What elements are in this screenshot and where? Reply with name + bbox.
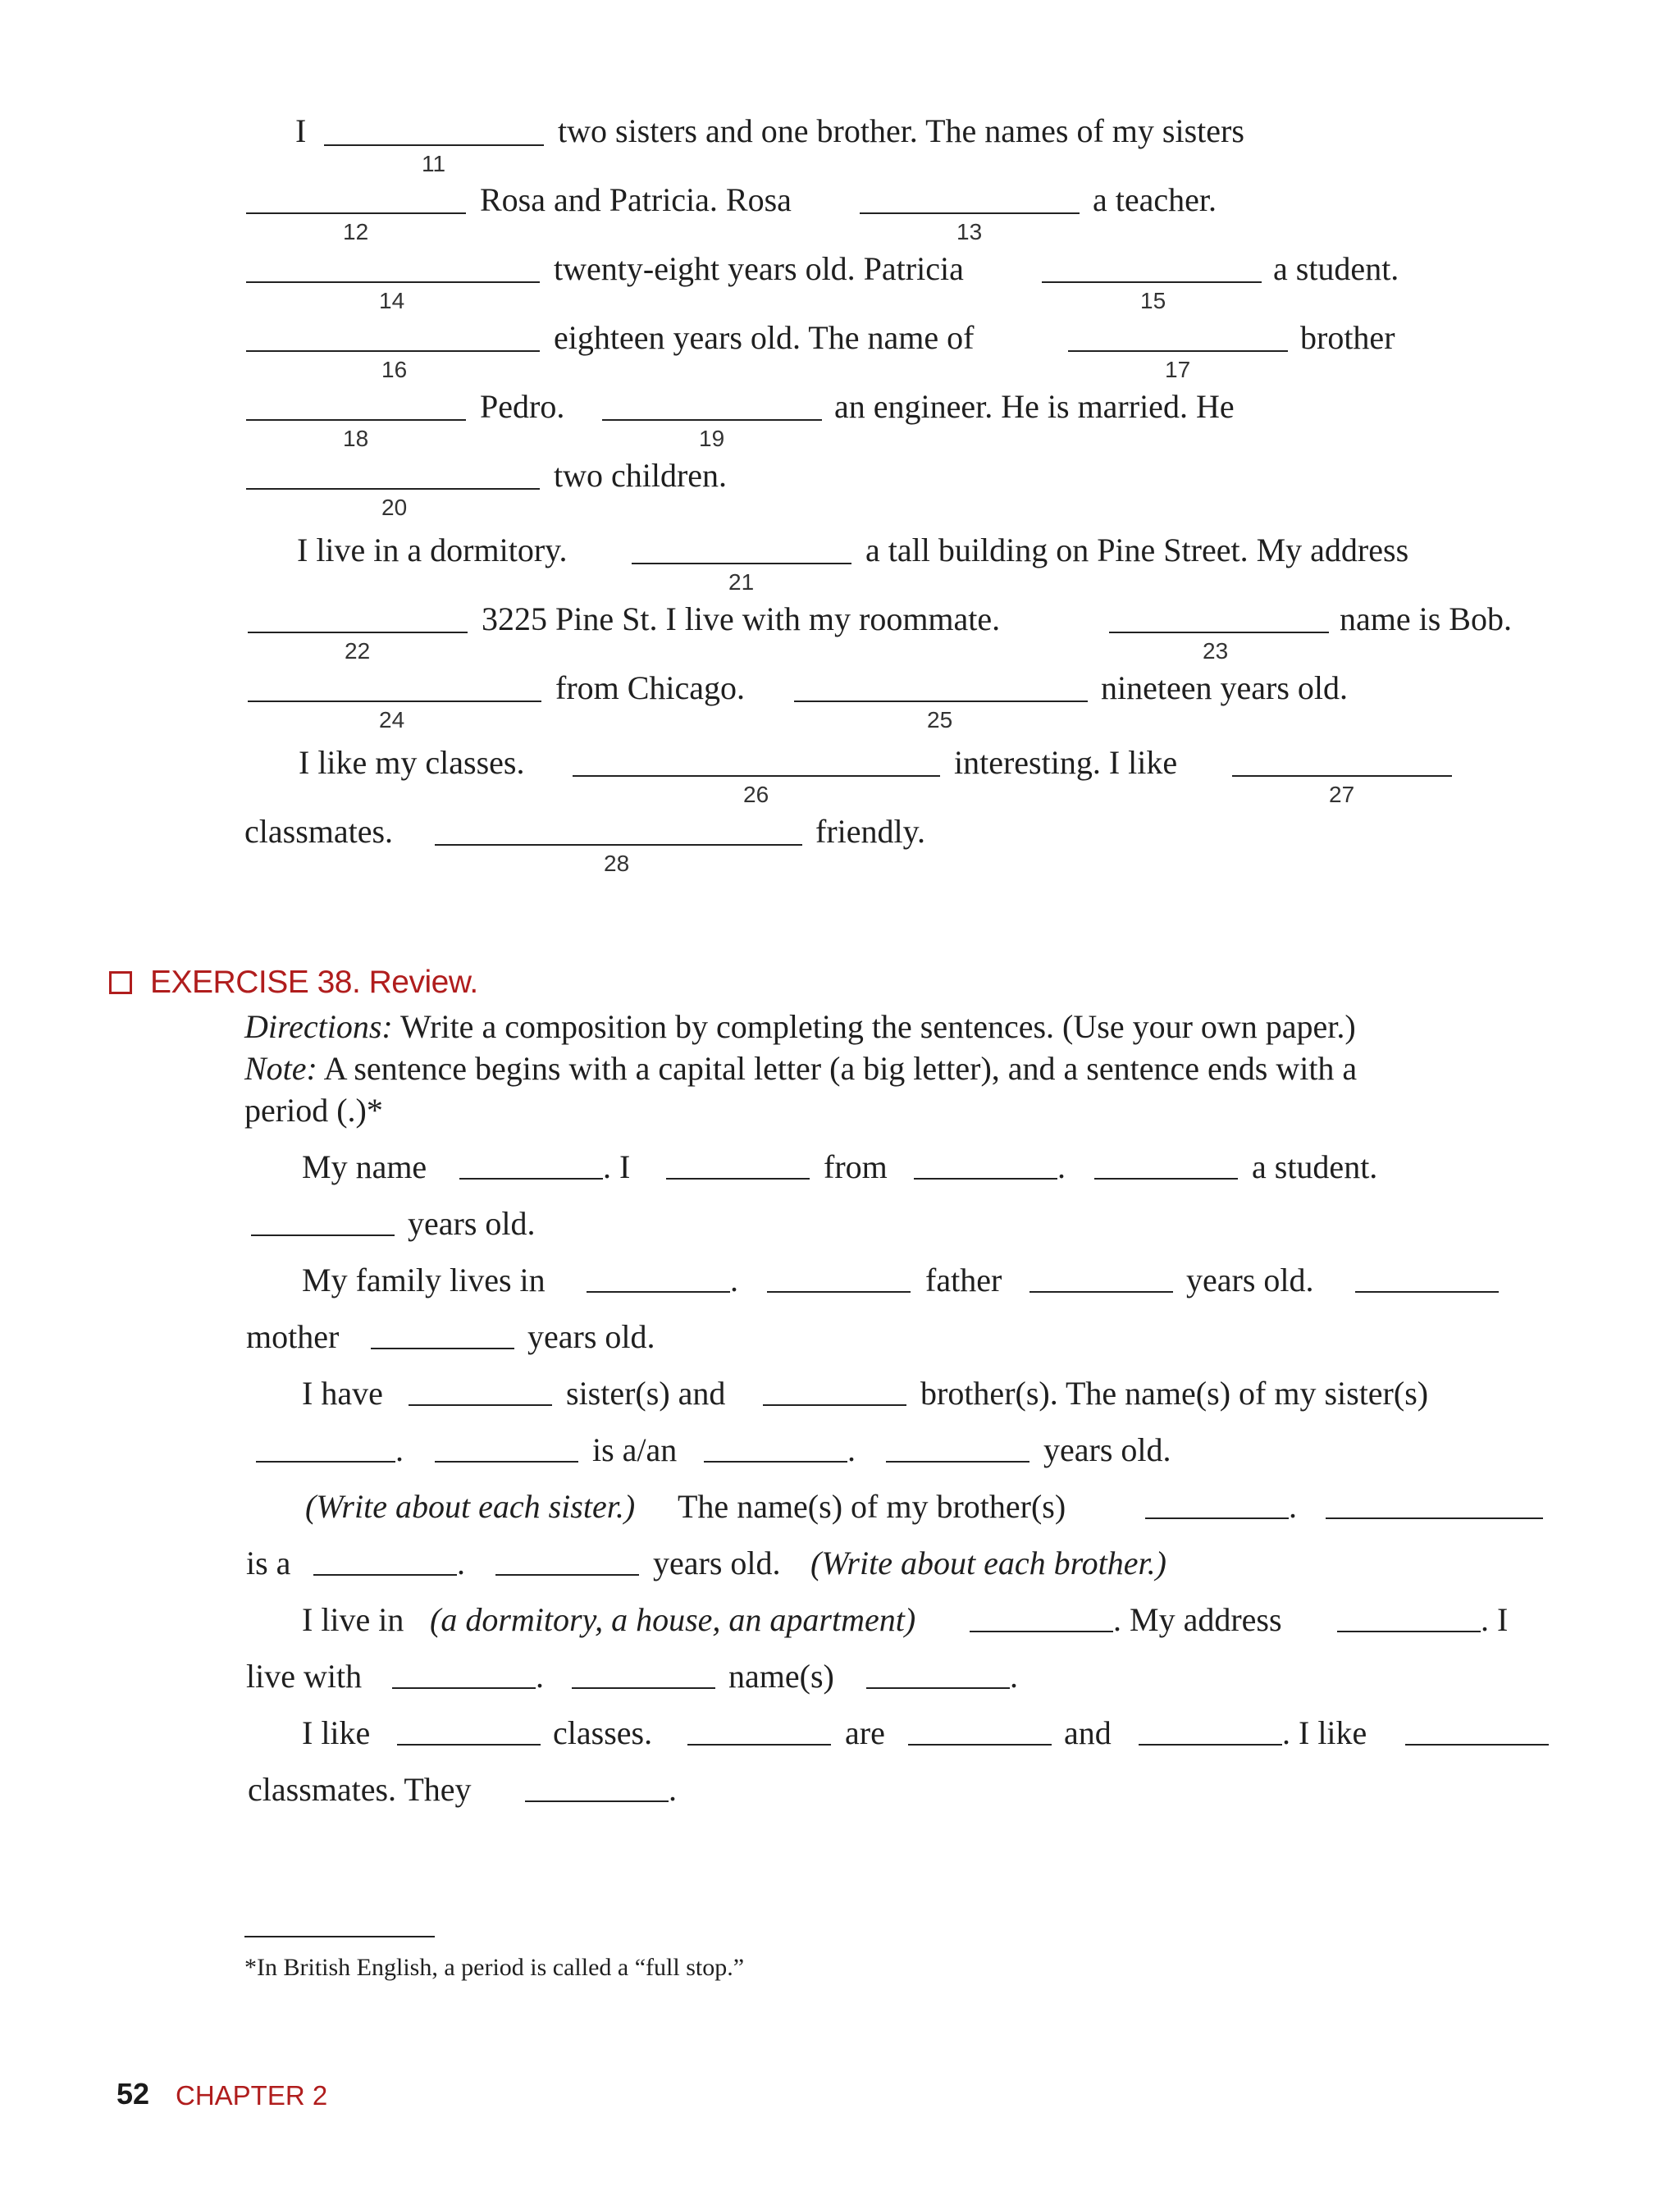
sentence-text: from (824, 1148, 888, 1185)
sentence-text: friendly. (815, 813, 926, 850)
sentence-text: name is Bob. (1340, 600, 1512, 637)
sentence-text: years old. (1186, 1262, 1314, 1298)
blank-number: 11 (422, 151, 446, 176)
chapter-label: CHAPTER 2 (176, 2080, 328, 2111)
blank-number: 12 (343, 219, 369, 244)
blank[interactable] (666, 1178, 810, 1180)
sentence-text: I live in a dormitory. (297, 532, 568, 568)
blank-number: 19 (699, 426, 725, 451)
blank[interactable] (409, 1404, 552, 1406)
blank-16[interactable] (246, 350, 540, 352)
blank-number: 13 (956, 219, 983, 244)
sentence-text: is a/an (592, 1431, 678, 1468)
sentence-text: are (845, 1714, 885, 1751)
blank-25[interactable] (794, 701, 1088, 702)
blank-12[interactable] (246, 212, 466, 214)
blank[interactable] (525, 1800, 669, 1802)
sentence-text: years old. (1043, 1431, 1171, 1468)
blank[interactable] (1326, 1517, 1543, 1519)
sentence-text: eighteen years old. The name of (554, 319, 975, 356)
blank[interactable] (763, 1404, 906, 1406)
sentence-text: nineteen years old. (1101, 669, 1348, 706)
directions-label: Directions: (244, 1008, 393, 1045)
footnote-divider (244, 1936, 435, 1937)
blank[interactable] (1094, 1178, 1238, 1180)
blank-number: 16 (381, 357, 408, 382)
directions (244, 1008, 1356, 1045)
blank-number: 26 (743, 782, 769, 807)
blank-number: 28 (604, 851, 630, 876)
word: I (295, 112, 307, 149)
sentence-text: from Chicago. (555, 669, 746, 706)
sentence-text: 3225 Pine St. I live with my roommate. (482, 600, 1001, 637)
sentence-text: . (1010, 1658, 1018, 1695)
sentence-text: I like (302, 1714, 371, 1751)
blank-20[interactable] (246, 488, 540, 490)
footnote: *In British English, a period is called a “full stop.” (244, 1954, 745, 1981)
blank-14[interactable] (246, 281, 540, 283)
blank-13[interactable] (860, 212, 1080, 214)
blank-17[interactable] (1068, 350, 1288, 352)
sentence-text: twenty-eight years old. Patricia (554, 250, 964, 287)
note-label: Note: (244, 1050, 317, 1087)
sentence-text: Rosa and Patricia. Rosa (480, 181, 792, 218)
note-text: A sentence begins with a capital letter (a big letter), and a sentence ends with a (323, 1050, 1358, 1087)
blank[interactable] (587, 1291, 730, 1293)
blank-number: 22 (345, 638, 371, 664)
sentence-text: . (730, 1262, 738, 1298)
sentence-text: sister(s) and (566, 1375, 726, 1412)
directions-text: Write a composition by completing the sentences. (Use your own paper.) (399, 1008, 1356, 1045)
exercise-title: EXERCISE 38. Review. (150, 965, 478, 1000)
note (244, 1052, 1357, 1085)
blank-number: 27 (1329, 782, 1355, 807)
blank-number: 14 (379, 288, 405, 313)
sentence-text: My family lives in (302, 1262, 546, 1298)
blank-22[interactable] (248, 632, 468, 633)
blank-15[interactable] (1042, 281, 1262, 283)
sentence-text: I like my classes. (299, 744, 525, 781)
blank[interactable] (1337, 1631, 1481, 1632)
blank-number: 24 (379, 707, 405, 732)
sentence-text: . I (1481, 1601, 1509, 1638)
blank[interactable] (371, 1348, 514, 1349)
blank[interactable] (1355, 1291, 1499, 1293)
blank-number: 20 (381, 495, 408, 520)
blank-number: 21 (728, 569, 755, 595)
blank[interactable] (392, 1687, 536, 1689)
blank[interactable] (459, 1178, 603, 1180)
blank[interactable] (704, 1461, 847, 1463)
sentence-text: . (395, 1431, 404, 1468)
sentence-text: a tall building on Pine Street. My address (865, 532, 1409, 568)
blank[interactable] (908, 1744, 1052, 1746)
sentence-text: . I like (1282, 1714, 1367, 1751)
blank-23[interactable] (1109, 632, 1329, 633)
sentence-text: is a (246, 1545, 291, 1581)
sentence-text: father (925, 1262, 1002, 1298)
sentence-text: years old. (653, 1545, 781, 1581)
instruction-italic: (a dormitory, a house, an apartment) (430, 1601, 916, 1638)
blank[interactable] (313, 1574, 457, 1576)
sentence-text: a student. (1252, 1148, 1378, 1185)
sentence-text: Pedro. (480, 388, 565, 425)
sentence-text: years old. (527, 1318, 655, 1355)
sentence-text: interesting. I like (954, 744, 1178, 781)
sentence-text: . I (603, 1148, 631, 1185)
blank-28[interactable] (435, 844, 802, 846)
sentence-text: a student. (1273, 250, 1399, 287)
sentence-text: . (669, 1771, 677, 1808)
note-continued: period (.)* (244, 1092, 383, 1129)
sentence-text: . (847, 1431, 856, 1468)
blank[interactable] (1139, 1744, 1282, 1746)
blank[interactable] (866, 1687, 1010, 1689)
sentence-text: two sisters and one brother. The names of my sisters (558, 112, 1244, 149)
blank-26[interactable] (573, 775, 940, 777)
blank-21[interactable] (632, 563, 851, 564)
instruction-italic: (Write about each brother.) (810, 1545, 1167, 1581)
blank[interactable] (1029, 1291, 1173, 1293)
blank[interactable] (1145, 1517, 1289, 1519)
page-number: 52 (116, 2077, 150, 2111)
blank-18[interactable] (246, 419, 466, 421)
sentence-text: a teacher. (1093, 181, 1217, 218)
sentence-text: I live in (302, 1601, 404, 1638)
blank[interactable] (970, 1631, 1113, 1632)
sentence-text: . (457, 1545, 465, 1581)
sentence-text: name(s) (728, 1658, 834, 1695)
sentence-text: an engineer. He is married. He (834, 388, 1235, 425)
sentence-text: classmates. (244, 813, 394, 850)
blank-24[interactable] (248, 701, 541, 702)
blank-27[interactable] (1232, 775, 1452, 777)
blank[interactable] (495, 1574, 639, 1576)
blank[interactable] (914, 1178, 1057, 1180)
blank-number: 25 (927, 707, 953, 732)
sentence-text: I have (302, 1375, 383, 1412)
blank[interactable] (435, 1461, 578, 1463)
blank[interactable] (251, 1234, 395, 1236)
blank[interactable] (1405, 1744, 1549, 1746)
sentence-text: The name(s) of my brother(s) (678, 1488, 1066, 1525)
blank-number: 17 (1165, 357, 1191, 382)
sentence-text: My name (302, 1148, 427, 1185)
blank[interactable] (886, 1461, 1029, 1463)
sentence-text: years old. (408, 1205, 536, 1242)
sentence-text: . (536, 1658, 544, 1695)
sentence-text: and (1064, 1714, 1112, 1751)
sentence-text: brother(s). The name(s) of my sister(s) (920, 1375, 1429, 1412)
blank-number: 23 (1203, 638, 1229, 664)
sentence-text: mother (246, 1318, 340, 1355)
sentence-text: . (1289, 1488, 1297, 1525)
exercise-header (109, 965, 478, 1001)
sentence-text: . My address (1113, 1601, 1282, 1638)
sentence-text: two children. (554, 457, 728, 494)
blank[interactable] (256, 1461, 395, 1463)
sentence-text: brother (1300, 319, 1395, 356)
blank[interactable] (397, 1744, 541, 1746)
blank[interactable] (767, 1291, 911, 1293)
blank-number: 15 (1140, 288, 1166, 313)
sentence-text: classmates. They (248, 1771, 472, 1808)
blank-number: 18 (343, 426, 369, 451)
sentence-text: . (1057, 1148, 1066, 1185)
sentence-text: classes. (553, 1714, 653, 1751)
blank[interactable] (687, 1744, 831, 1746)
blank-19[interactable] (602, 419, 822, 421)
sentence-text: live with (246, 1658, 363, 1695)
instruction-italic: (Write about each sister.) (305, 1488, 636, 1525)
blank-11[interactable] (324, 144, 544, 146)
blank[interactable] (572, 1687, 715, 1689)
exercise-checkbox[interactable] (109, 971, 132, 994)
